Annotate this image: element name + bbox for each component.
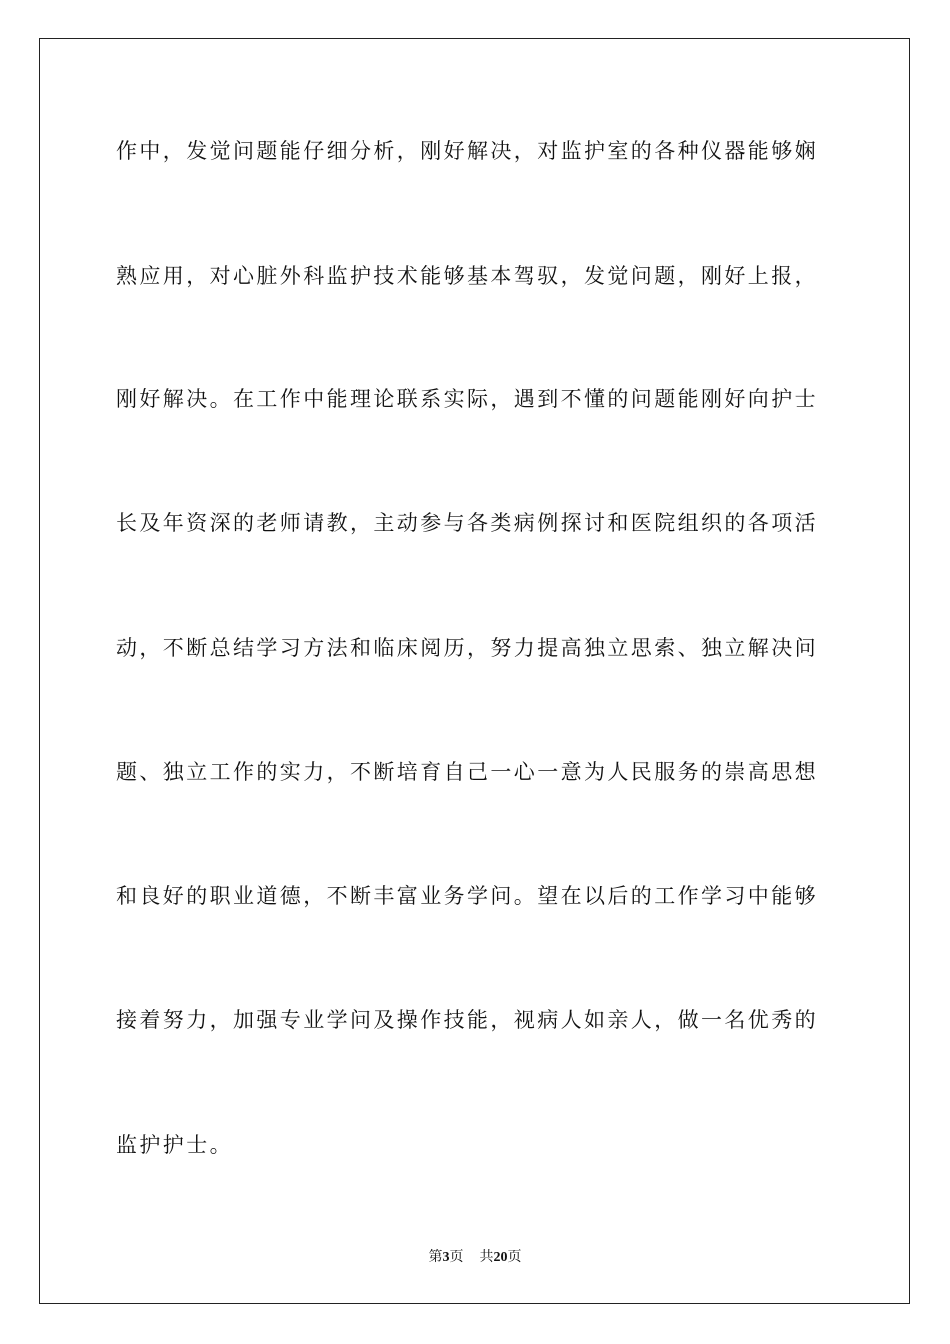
body-line-4: 长及年资深的老师请教，主动参与各类病例探讨和医院组织的各项活 [116, 511, 818, 535]
body-line-5: 动，不断总结学习方法和临床阅历，努力提高独立思索、独立解决问 [116, 636, 818, 660]
page-border [39, 38, 910, 1304]
page-number-prefix: 第 [428, 1249, 443, 1265]
page-number: 3 [442, 1250, 450, 1265]
page-footer [0, 1248, 950, 1267]
body-line-9: 监护护士。 [116, 1133, 233, 1157]
body-line-3: 刚好解决。在工作中能理论联系实际，遇到不懂的问题能刚好向护士 [116, 387, 818, 411]
body-line-1: 作中，发觉问题能仔细分析，刚好解决，对监护室的各种仪器能够娴 [116, 139, 818, 163]
body-line-7: 和良好的职业道德，不断丰富业务学问。望在以后的工作学习中能够 [116, 884, 818, 908]
total-pages-prefix: 共 [479, 1249, 494, 1265]
total-pages: 20 [493, 1250, 508, 1265]
body-line-6: 题、独立工作的实力，不断培育自己一心一意为人民服务的崇高思想 [116, 760, 818, 784]
body-line-2: 熟应用，对心脏外科监护技术能够基本驾驭，发觉问题，刚好上报， [116, 264, 818, 288]
body-line-8: 接着努力，加强专业学问及操作技能，视病人如亲人，做一名优秀的 [116, 1008, 818, 1032]
total-pages-suffix: 页 [507, 1249, 522, 1265]
page-number-suffix: 页 [449, 1249, 464, 1265]
